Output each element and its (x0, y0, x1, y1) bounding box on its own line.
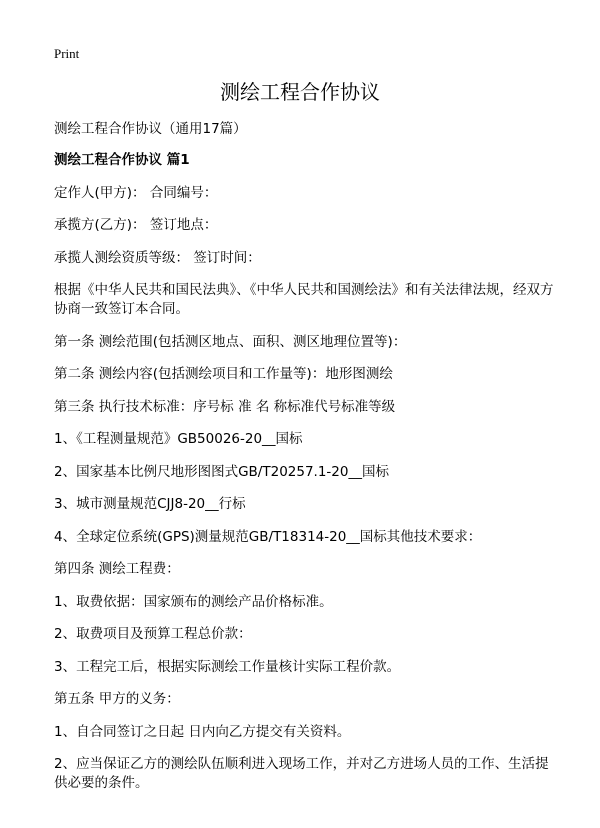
paragraph-fee-2: 2、取费项目及预算工程总价款： (54, 626, 252, 642)
paragraph-standard-2: 2、国家基本比例尺地形图图式GB/T20257.1-20__国标 (54, 463, 389, 480)
paragraph-standard-3: 3、城市测量规范CJJ8-20__行标 (54, 496, 246, 512)
paragraph-legal-basis: 根据《中华人民共和国民法典》、《中华人民共和国测绘法》和有关法律法规，经双方协商一致签订本合同。 (54, 282, 554, 317)
paragraph-party-b: 承揽方(乙方)： 签订地点： (54, 217, 218, 233)
paragraph-article-5: 第五条 甲方的义务： (54, 691, 180, 707)
paragraph-qualification: 承揽人测绘资质等级： 签订时间： (54, 249, 261, 266)
paragraph-party-a: 定作人(甲方)： 合同编号： (54, 184, 218, 201)
paragraph-article-1: 第一条 测绘范围(包括测区地点、面积、测区地理位置等)： (54, 333, 407, 350)
paragraph-duty-1: 1、自合同签订之日起 日内向乙方提交有关资料。 (54, 723, 351, 740)
paragraph-duty-2: 2、应当保证乙方的测绘队伍顺利进入现场工作，并对乙方进场人员的工作、生活提供必要的条件。 (54, 756, 549, 791)
paragraph-fee-3: 3、工程完工后，根据实际测绘工作量核计实际工程价款。 (54, 658, 401, 675)
section-heading: 测绘工程合作协议 篇1 (54, 152, 190, 168)
document-title: 测绘工程合作协议 (220, 80, 380, 104)
paragraph-standard-4: 4、全球定位系统(GPS)测量规范GB/T18314-20__国标其他技术要求： (54, 528, 482, 545)
print-link[interactable]: Print (54, 46, 80, 61)
document-subtitle: 测绘工程合作协议（通用17篇） (54, 121, 247, 137)
paragraph-article-3: 第三条 执行技术标准：序号标 准 名 称标准代号标准等级 (54, 398, 396, 415)
document-body (54, 120, 554, 807)
paragraph-article-2: 第二条 测绘内容(包括测绘项目和工作量等)：地形图测绘 (54, 366, 393, 382)
paragraph-fee-1: 1、取费依据：国家颁布的测绘产品价格标准。 (54, 593, 333, 610)
paragraph-standard-1: 1、《工程测量规范》GB50026-20__国标 (54, 431, 303, 447)
paragraph-article-4: 第四条 测绘工程费： (54, 561, 180, 577)
